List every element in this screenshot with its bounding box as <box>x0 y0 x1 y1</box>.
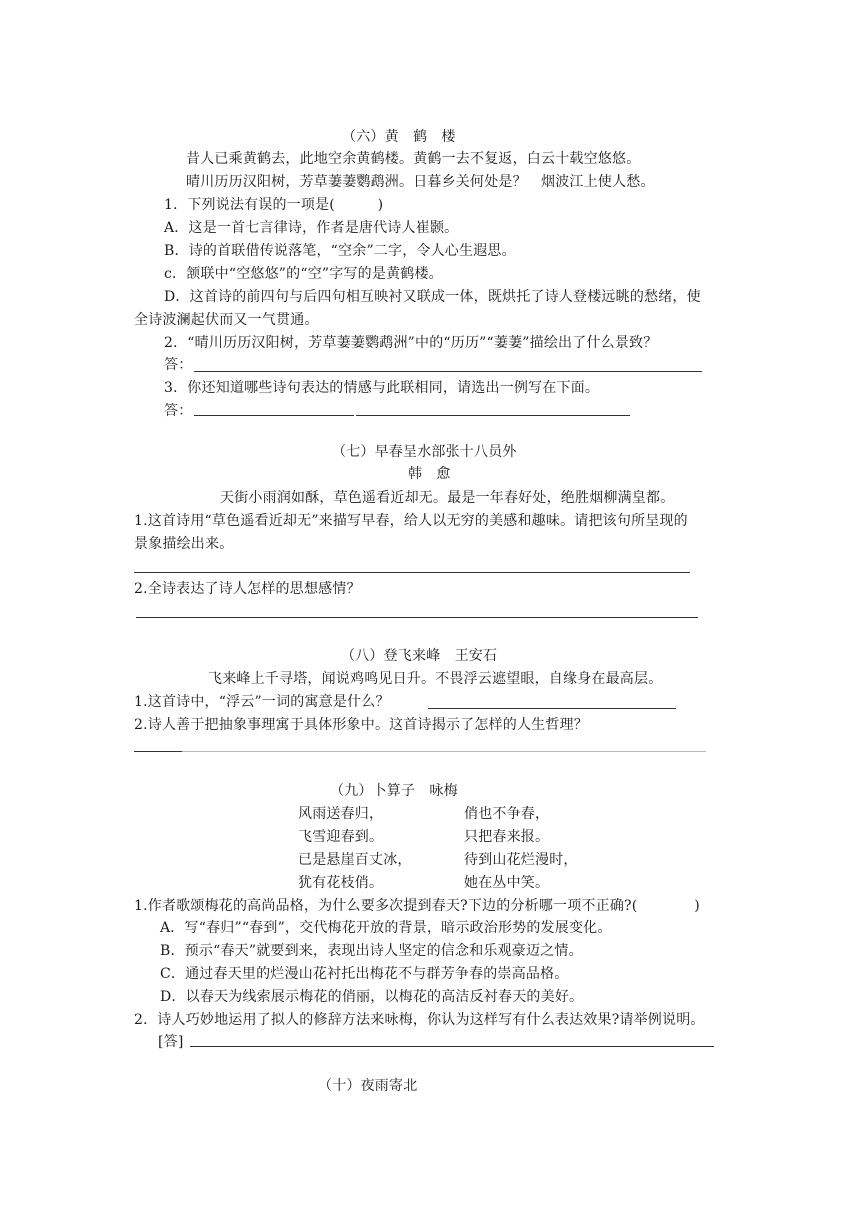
section-9-question-2: 2．诗人巧妙地运用了拟人的修辞方法来咏梅，你认为这样写有什么表达效果?请举例说明。 <box>134 1012 705 1028</box>
section-6-answer-3-line-a[interactable] <box>194 415 354 416</box>
section-6-poem-line-1: 昔人已乘黄鹤去，此地空余黄鹤楼。黄鹤一去不复返，白云十载空悠悠。 <box>186 151 641 167</box>
section-8-question-2: 2.诗人善于把抽象事理寓于具体形象中。这首诗揭示了怎样的人生哲理？ <box>134 717 588 733</box>
section-8-title: （八）登飞来峰 王安石 <box>341 648 498 664</box>
section-9-option-a: A．写“春归”“春到”，交代梅花开放的背景，暗示政治形势的发展变化。 <box>160 920 612 936</box>
section-9-poem-left-3: 已是悬崖百丈冰， <box>298 852 412 868</box>
section-7-answer-1-line[interactable] <box>134 572 690 573</box>
section-6-poem-line-2: 晴川历历汉阳树，芳草萋萋鹦鹉洲。日暮乡关何处是？ 烟波江上使人愁。 <box>186 174 655 190</box>
section-6-question-2: 2．“晴川历历汉阳树，芳草萋萋鹦鹉洲”中的“历历”“萋萋”描绘出了什么景致？ <box>164 335 658 351</box>
section-6-title: （六）黄 鹤 楼 <box>342 129 456 145</box>
section-8-answer-1-line[interactable] <box>428 708 676 709</box>
section-9-option-b: B．预示“春天”就要到来，表现出诗人坚定的信念和乐观豪迈之情。 <box>160 943 583 959</box>
section-7-author: 韩 愈 <box>408 466 451 482</box>
section-7-question-1-line-1: 1.这首诗用“草色遥看近却无”来描写早春，给人以无穷的美感和趣味。请把该句所呈现的 <box>134 513 688 529</box>
section-9-option-d: D．以春天为线索展示梅花的俏丽，以梅花的高洁反衬春天的美好。 <box>160 989 584 1005</box>
section-6-answer-2-label: 答： <box>164 357 193 373</box>
section-6-option-d-line-1: D．这首诗的前四句与后四句相互映衬又联成一体，既烘托了诗人登楼远眺的愁绪，使 <box>164 289 701 305</box>
section-9-poem-left-1: 风雨送春归， <box>298 806 384 822</box>
section-9-option-c: C．通过春天里的烂漫山花衬托出梅花不与群芳争春的崇高品格。 <box>160 966 569 982</box>
section-6-answer-2-line[interactable] <box>194 371 702 372</box>
section-7-title: （七）早春呈水部张十八员外 <box>332 444 517 460</box>
section-9-poem-right-1: 俏也不争春， <box>464 806 550 822</box>
section-9-poem-right-3: 待到山花烂漫时， <box>464 852 578 868</box>
section-6-option-b: B．诗的首联借传说落笔，“空余”二字，令人心生遐思。 <box>164 243 516 259</box>
section-9-answer-2-line[interactable] <box>190 1046 714 1047</box>
section-10-title: （十）夜雨寄北 <box>318 1078 418 1094</box>
section-9-question-1: 1.作者歌颂梅花的高尚品格，为什么要多次提到春天?下边的分析哪一项不正确?( ) <box>134 898 700 914</box>
section-8-answer-2-line[interactable] <box>182 751 706 752</box>
section-7-question-1-line-2: 景象描绘出来。 <box>134 536 234 552</box>
section-6-question-3: 3．你还知道哪些诗句表达的情感与此联相同，请选出一例写在下面。 <box>164 380 600 396</box>
section-6-question-1: 1．下列说法有误的一项是( ) <box>164 197 384 213</box>
section-7-question-2: 2.全诗表达了诗人怎样的思想感情？ <box>134 581 361 597</box>
section-7-poem: 天街小雨润如酥，草色遥看近却无。最是一年春好处，绝胜烟柳满皇都。 <box>220 490 675 506</box>
section-7-answer-2-line[interactable] <box>136 617 698 618</box>
section-9-poem-left-2: 飞雪迎春到。 <box>298 829 384 845</box>
section-9-poem-right-4: 她在丛中笑。 <box>464 875 550 891</box>
section-9-title: （九）卜算子 咏梅 <box>330 783 458 799</box>
section-8-answer-2-line-start[interactable] <box>134 751 182 752</box>
section-9-poem-right-2: 只把春来报。 <box>464 829 550 845</box>
section-6-option-d-line-2: 全诗波澜起伏而又一气贯通。 <box>134 312 319 328</box>
section-8-question-1: 1.这首诗中，“浮云”一词的寓意是什么？ <box>134 694 390 710</box>
section-8-poem: 飞来峰上千寻塔，闻说鸡鸣见日升。不畏浮云遮望眼，自缘身在最高层。 <box>208 671 663 687</box>
section-6-answer-3-label: 答： <box>164 403 193 419</box>
section-9-poem-left-4: 犹有花枝俏。 <box>298 875 384 891</box>
section-9-answer-2-label: [答] <box>158 1034 184 1050</box>
section-6-answer-3-line-b[interactable] <box>356 415 630 416</box>
section-6-option-c: c．颔联中“空悠悠”的“空”字写的是黄鹤楼。 <box>164 266 443 282</box>
section-6-option-a: A．这是一首七言律诗，作者是唐代诗人崔颢。 <box>164 220 459 236</box>
